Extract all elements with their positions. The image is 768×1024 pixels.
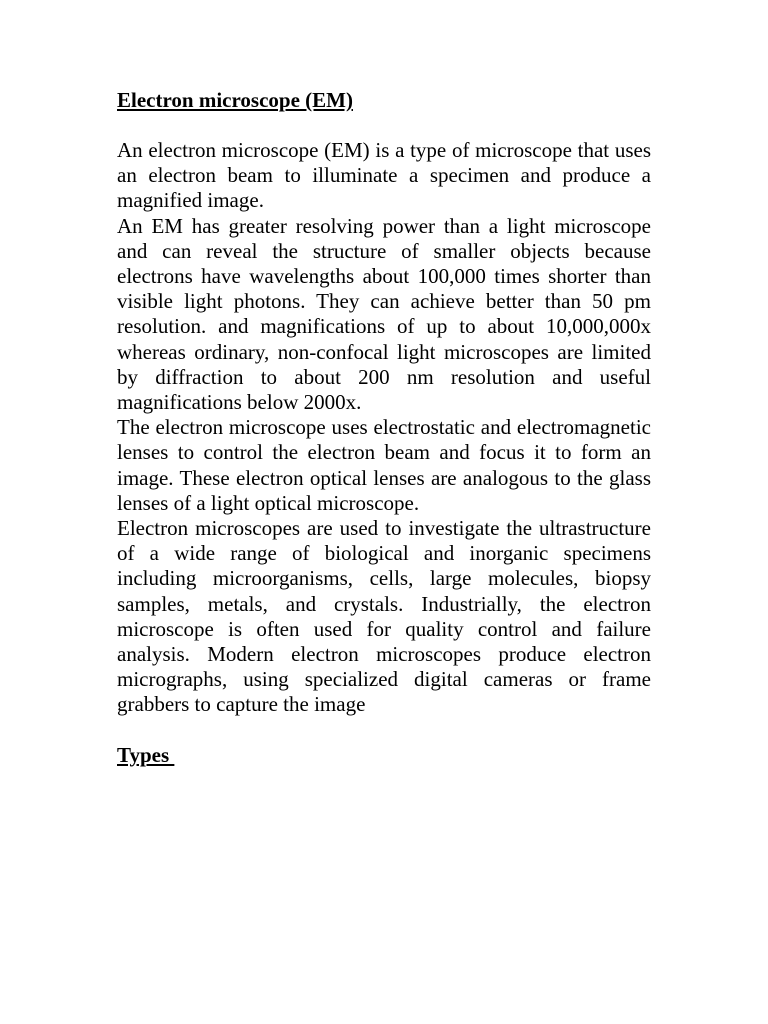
document-page xyxy=(117,88,651,768)
paragraph-intro: An electron microscope (EM) is a type of microscope that uses an electron beam to illuminate a specimen and produce a magnified image. xyxy=(117,138,651,213)
paragraph-applications: Electron microscopes are used to investigate the ultrastructure of a wide range of biological and inorganic specimens including microorganisms, cells, large molecules, biopsy samples, metals, and crystals. Industrially, the electron microscope is often used for quality control and failure analysis. Modern electron microscopes produce electron micrographs, using specialized digital cameras or frame grabbers to capture the image xyxy=(117,516,651,717)
section-heading-types: Types xyxy=(117,742,175,767)
blank-line xyxy=(117,718,651,743)
paragraph-lenses: The electron microscope uses electrostatic and electromagnetic lenses to control the electron beam and focus it to form an image. These electron optical lenses are analogous to the glass lenses of a light optical microscope. xyxy=(117,415,651,515)
document-title: Electron microscope (EM) xyxy=(117,88,353,112)
paragraph-resolving-power: An EM has greater resolving power than a light microscope and can reveal the structure of smaller objects because electrons have wavelengths about 100,000 times shorter than visible light photons. They can achieve better than 50 pm resolution. and magnifications of up to about 10,000,000x whereas ordinary, non-confocal light microscopes are limited by diffraction to about 200 nm resolution and useful magnifications below 2000x. xyxy=(117,213,651,415)
